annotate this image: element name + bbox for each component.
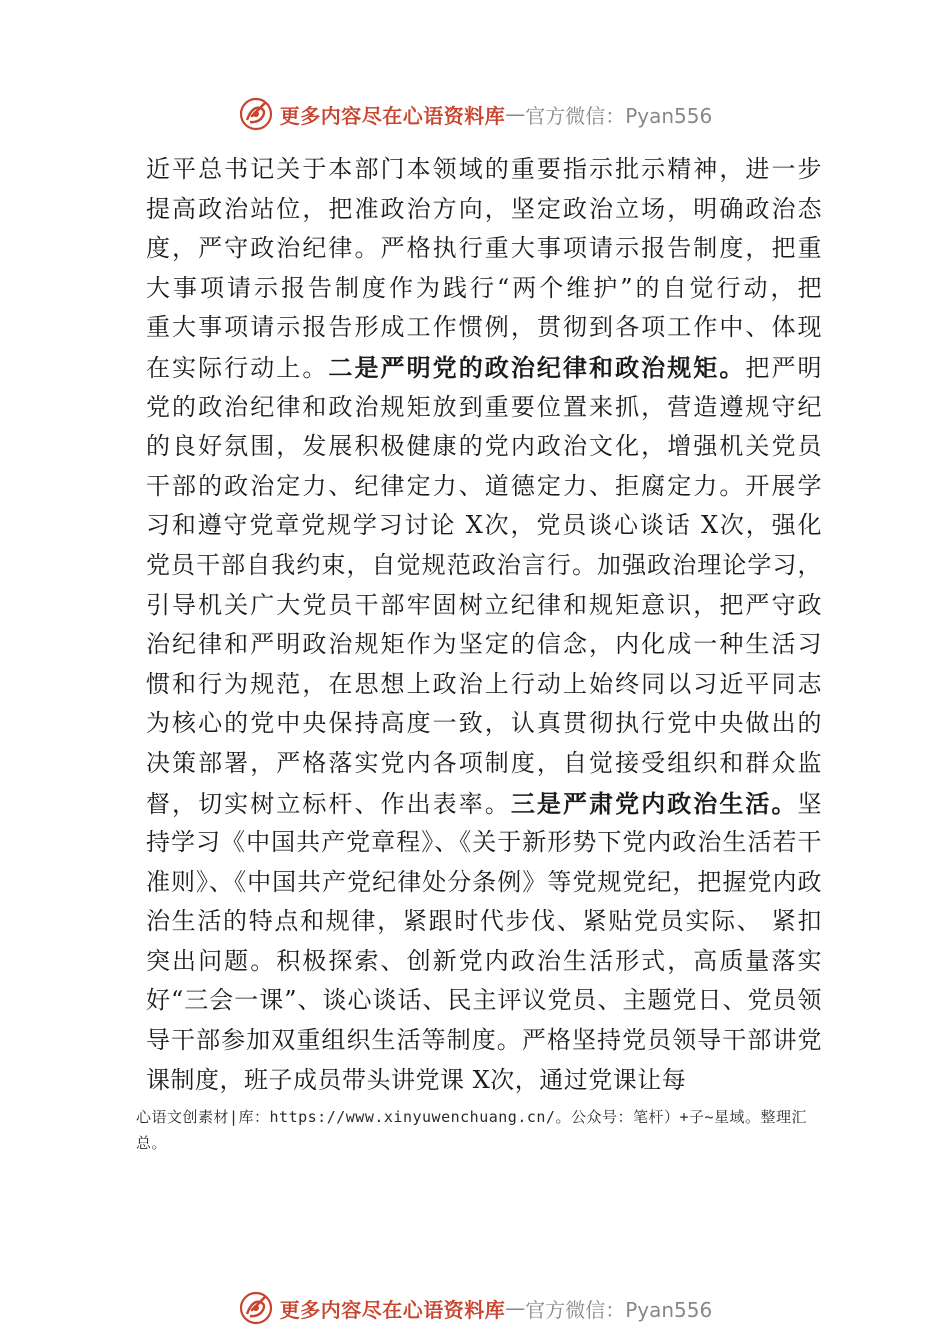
- seal-logo-icon: [238, 96, 274, 132]
- source-note-line: 总。: [136, 1134, 168, 1152]
- body-line: 为核心的党中央保持高度一致，认真贯彻执行党中央做出的: [146, 709, 822, 738]
- banner-dash: —: [505, 1296, 526, 1320]
- body-line: 干部的政治定力、纪律定力、道德定力、拒腐定力。开展学: [146, 471, 822, 500]
- body-line: 导干部参加双重组织生活等制度。严格坚持党员领导干部讲党: [146, 1026, 822, 1055]
- body-line: [146, 784, 822, 824]
- body-line: 提高政治站位，把准政治方向，坚定政治立场，明确政治态: [146, 194, 822, 223]
- banner-red-text: 更多内容尽在心语资料库: [279, 103, 506, 128]
- body-line: 近平总书记关于本部门本领域的重要指示批示精神，进一步: [146, 155, 822, 183]
- body-line: 决策部署，严格落实党内各项制度，自觉接受组织和群众监: [146, 748, 822, 777]
- body-line: 党员干部自我约束，自觉规范政治言行。加强政治理论学习，: [146, 550, 822, 579]
- body-text-segment: 把严明: [745, 353, 823, 382]
- body-text-segment: 督，切实树立标杆、作出表率。: [146, 789, 511, 818]
- body-line: 准则》、《中国共产党纪律处分条例》等党规党纪，把握党内政: [146, 867, 822, 896]
- body-line: 惯和行为规范，在思想上政治上行动上始终同以习近平同志: [146, 669, 822, 698]
- body-line: 引导机关广大党员干部牢固树立纪律和规矩意识，把严守政: [146, 590, 822, 619]
- body-line: 大事项请示报告制度作为践行“两个维护”的自觉行动，把: [146, 273, 822, 302]
- footer-banner: [0, 1288, 950, 1328]
- body-line: [146, 348, 822, 388]
- body-line: 持学习《中国共产党章程》、《关于新形势下党内政治生活若干: [146, 828, 822, 857]
- body-line: 治生活的特点和规律，紧跟时代步伐、紧贴党员实际、 紧扣: [146, 907, 822, 936]
- body-line: 好“三会一课”、谈心谈话、民主评议党员、主题党日、党员领: [146, 986, 822, 1015]
- banner-red-text: 更多内容尽在心语资料库: [279, 1297, 506, 1322]
- section-heading-2: 二是严明党的政治纪律和政治规矩。: [328, 352, 746, 382]
- body-text-segment: 在实际行动上。: [146, 353, 329, 382]
- body-line: 治纪律和严明政治规矩作为坚定的信念，内化成一种生活习: [146, 630, 822, 659]
- body-line: 课制度，班子成员带头讲党课 X次，通过党课让每: [146, 1065, 687, 1094]
- section-heading-3: 三是严肃党内政治生活。: [510, 788, 798, 818]
- body-text-segment: 坚: [797, 789, 823, 818]
- source-note: [136, 1104, 836, 1156]
- header-banner: [0, 94, 950, 134]
- body-line: 的良好氛围，发展积极健康的党内政治文化，增强机关党员: [146, 432, 822, 461]
- body-line: 习和遵守党章党规学习讨论 X次，党员谈心谈话 X次，强化: [146, 511, 822, 540]
- body-line: 党的政治纪律和政治规矩放到重要位置来抓，营造遵规守纪: [146, 392, 822, 421]
- body-line: 度，严守政治纪律。严格执行重大事项请示报告制度，把重: [146, 234, 822, 263]
- document-body: [146, 150, 822, 1100]
- source-note-line: 心语文创素材|库：https://www.xinyuwenchuang.cn/。公众号：笔杆）+子~星域。整理汇: [136, 1108, 808, 1126]
- banner-wechat-text: 官方微信：Pyan556: [525, 103, 713, 128]
- body-line: 突出问题。积极探索、创新党内政治生活形式，高质量落实: [146, 946, 822, 975]
- body-line: 重大事项请示报告形成工作惯例，贯彻到各项工作中、体现: [146, 313, 822, 342]
- banner-wechat-text: 官方微信：Pyan556: [525, 1297, 713, 1322]
- banner-dash: —: [505, 102, 526, 126]
- seal-logo-icon: [238, 1290, 274, 1326]
